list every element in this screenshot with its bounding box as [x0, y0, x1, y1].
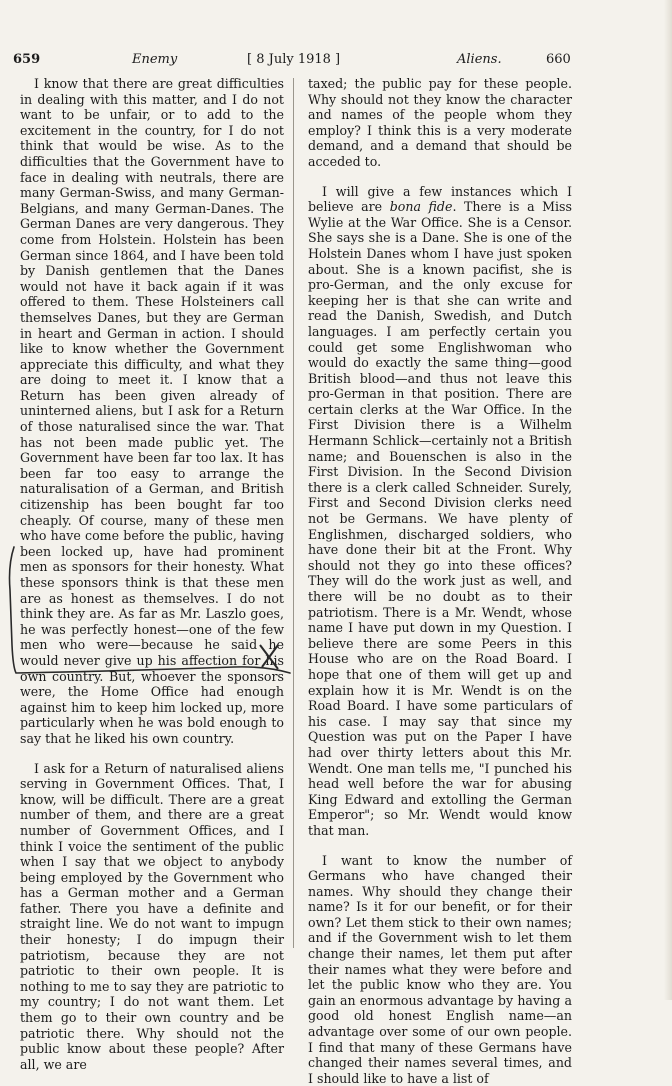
left-paragraph-1: I know that there are great difficulties in dealing with this matter, and I do not want to be unfair, or to add to the excitement in the country, for I do not think that would be wise. As to the difficulties that the Government have to face in dealing with neutrals, there are many German-Swiss, and many German-Belgians, and many German-Danes. The German Danes are very dangerous. They come from Holstein. Holstein has been German since 1864, and I have been told by Danish gentlemen that the Danes would not have it back again if it was offered to them. These Holsteiners call themselves Danes, but they are German in heart and German in action. I should like to know whether the Government appreciate this difficulty, and what they are doing to meet it. I know that a Return has been given already of uninterned aliens, but I ask for a Return of those naturalised since the war. That has not been made public yet. The Government have been far too lax. It has been far too easy to arrange the naturalisation of a German, and British citizenship has been bought far too cheaply. Of course, many of these men who have come before the public, having been locked up, have had prominent men as sponsors for their honesty. What these sponsors think is that these men are as honest as themselves. I do not think they are. As far as Mr. Laszlo goes, he was perfectly honest—one of the few men who were—because he said he would never give up his affection for his own country. But, whoever the sponsors were, the Home Office had enough against him to keep him locked up, more particularly when he was bold enough to say that he liked his own country. [20, 76, 284, 747]
running-heading-left: Enemy [132, 52, 177, 67]
column-divider [293, 78, 294, 948]
right-paragraph-3: I want to know the number of Germans who have changed their names. Why should they change their name? Is it for our benefit, or for their own? Let them stick to their own names; and if the Government wish to let them change their names, let them put after their names what they were before and let the public know who they are. You gain an enormous advantage by having a good old honest English name—an advantage over some of our own people. I find that many of these Germans have changed their names several times, and I should like to have a list of [308, 853, 572, 1086]
scan-edge [664, 0, 672, 1000]
right-paragraph-2-rest: . There is a Miss Wylie at the War Office. She is a Censor. She says she is a Dane. She is one of the Holstein Danes whom I have just spoken about. She is a known pacifist, she is pro-German, and the only excuse for keeping her is that she can write and read the Danish, Swedish, and Dutch languages. I am perfectly certain you could get some Englishwoman who would do exactly the same thing—good British blood—and thus not leave this pro-German in that position. There are certain clerks at the War Office. In the First Division there is a Wilhelm Hermann Schlick—certainly not a British name; and Bouenschen is also in the First Division. In the Second Division there is a clerk called Schneider. Surely, First and Second Division clerks need not be Germans. We have plenty of Englishmen, discharged soldiers, who have done their bit at the Front. Why should not they go into these offices? They will do the work just as well, and there will be no doubt as to their patriotism. There is a Mr. Wendt, whose name I have put down in my Question. I believe there are some Peers in this House who are on the Road Board. I hope that one of them will get up and explain how it is Mr. Wendt is on the Road Board. I have some particulars of his case. I may say that since my Question was put on the Paper I have had over thirty letters about this Mr. Wendt. One man tells me, "I punched his head well before the war for abusing King Edward and extolling the German Emperor"; so Mr. Wendt would know that man. [308, 199, 572, 838]
page-number-left: 659 [13, 52, 40, 67]
left-paragraph-2: I ask for a Return of naturalised aliens serving in Government Offices. That, I know, will be difficult. There are a great number of them, and there are a great number of Government Offices, and I think I voice the sentiment of the public when I say that we object to anybody being employed by the Government who has a German mother and a German father. There you have a definite and straight line. We do not want to impugn their honesty; I do impugn their patriotism, because they are not patriotic to their own people. It is nothing to me to say they are patriotic to my country; I do not want them. Let them go to their own country and be patriotic there. Why should not the public know about these people? After all, we are [20, 761, 284, 1073]
header-date: [ 8 July 1918 ] [247, 52, 340, 67]
right-paragraph-2-start: I will give a few instances which I believe are [308, 184, 572, 215]
page-header [0, 52, 672, 74]
right-paragraph-1: taxed; the public pay for these people. Why should not they know the character and names of the people whom they employ? I think this is a very moderate demand, and a demand that should be acceded to. [308, 76, 572, 170]
latin-phrase: bona fide [390, 199, 453, 214]
left-column [20, 76, 284, 1072]
page-number-right: 660 [546, 52, 571, 67]
running-heading-right: Aliens. [457, 52, 502, 67]
right-column [308, 76, 572, 1086]
right-paragraph-2 [308, 184, 572, 839]
